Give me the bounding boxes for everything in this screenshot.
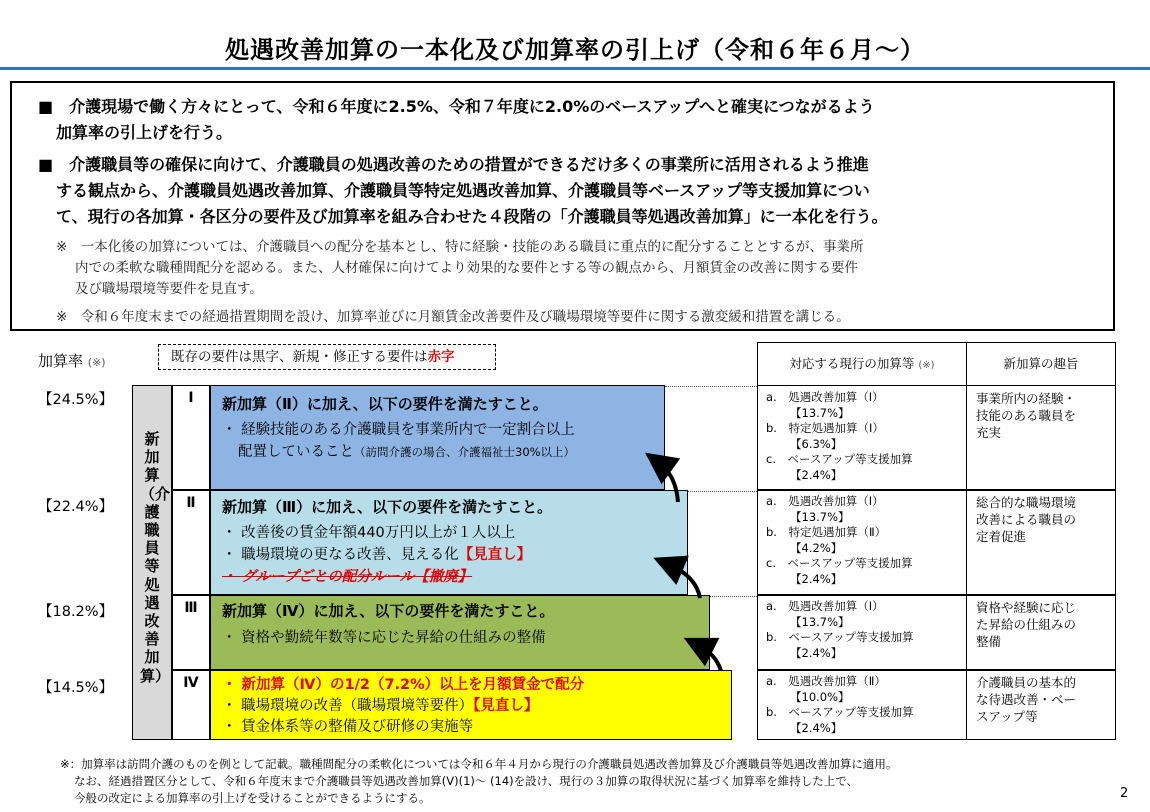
- header-aim-cell: [966, 342, 1116, 386]
- page-title: 処遇改善加算の一本化及び加算率の引上げ（令和６年６月～）: [225, 36, 925, 64]
- rate-label: [38, 350, 106, 371]
- summary-note-1-line-3: 及び職場環境等要件を見直す。: [75, 281, 263, 297]
- current-level-3-line: b. ベースアップ等支援加算: [766, 630, 914, 644]
- level-2-item-2-text: ・ 職場環境の更なる改善、見える化: [222, 547, 459, 563]
- roman-level-3-text: Ⅲ: [184, 600, 198, 616]
- roman-level-2-text: Ⅱ: [186, 495, 196, 511]
- aim-level-4-line: 介護職員の基本的: [976, 675, 1077, 690]
- side-label: 新加算（介護職員等処遇改善加算）: [140, 430, 171, 685]
- aim-level-2-line: 総合的な職場環境: [976, 495, 1077, 510]
- current-level-4-line: b. ベースアップ等支援加算: [766, 705, 914, 719]
- level-1-heading: 新加算（Ⅱ）に加え、以下の要件を満たすこと。: [222, 395, 548, 413]
- summary-bullet-2-line-3: て、現行の各加算・各区分の要件及び加算率を組み合わせた４段階の「介護職員等処遇改善加算」に一本化を行う。: [56, 207, 888, 226]
- header-aim: 新加算の趣旨: [1003, 356, 1079, 371]
- level-2-heading: 新加算（Ⅲ）に加え、以下の要件を満たすこと。: [222, 498, 553, 516]
- current-level-2-line: 【13.7%】: [790, 509, 850, 524]
- roman-level-1-text: Ⅰ: [188, 390, 194, 406]
- current-level-3-line: 【13.7%】: [790, 614, 850, 629]
- summary-note-1-line-1: ※ 一本化後の加算については、介護職員への配分を基本とし、特に経験・技能のある職員に重点的に配分することとするが、事業所: [56, 239, 864, 255]
- header-current-cell: [757, 342, 967, 386]
- roman-level-3: [172, 595, 210, 670]
- legend-text: 既存の要件は黒字、新規・修正する要件は: [171, 349, 428, 365]
- level-3-item-1: ・ 資格や勤続年数等に応じた昇給の仕組みの整備: [222, 630, 546, 646]
- rate-label-text: 加算率: [38, 352, 84, 370]
- aim-level-2: [976, 494, 1076, 545]
- current-level-1-line: c. ベースアップ等支援加算: [766, 452, 913, 466]
- current-level-1-line: a. 処遇改善加算（Ⅰ）: [766, 390, 884, 404]
- aim-level-4-line: スアップ等: [976, 709, 1038, 724]
- aim-level-4-line: な待遇改善・ベー: [976, 692, 1077, 707]
- aim-level-2-line: 定着促進: [976, 529, 1027, 544]
- upgrade-arrows: [640, 450, 740, 670]
- current-level-4-line: 【2.4%】: [790, 720, 843, 735]
- level-2-item-2: [222, 544, 531, 566]
- level-4-item-3: ・ 賃金体系等の整備及び研修の実施等: [222, 719, 474, 735]
- current-level-4: [766, 674, 914, 736]
- level-3-heading: 新加算（Ⅳ）に加え、以下の要件を満たすこと。: [222, 602, 555, 620]
- current-level-2-line: 【4.2%】: [790, 540, 843, 555]
- aim-level-1-line: 充実: [976, 425, 1002, 440]
- current-level-2-line: b. 特定処遇加算（Ⅱ）: [766, 525, 887, 539]
- aim-level-1-line: 事業所内の経験・: [976, 391, 1077, 406]
- current-level-3: [766, 599, 914, 661]
- arrow-level-3-to-2: [668, 564, 700, 598]
- aim-level-2-line: 改善による職員の: [976, 512, 1077, 527]
- header-current-note: (※): [918, 360, 935, 371]
- roman-level-4: [172, 670, 210, 740]
- footnote-line-1: ※：加算率は訪問介護のものを例として記載。職種間配分の柔軟化については令和６年４月から現行の介護職員処遇改善加算及び介護職員等処遇改善加算に適用。: [60, 757, 898, 771]
- current-level-4-line: 【10.0%】: [790, 689, 850, 704]
- roman-level-2: [172, 490, 210, 595]
- roman-level-1: [172, 385, 210, 490]
- aim-level-3: [976, 599, 1076, 650]
- current-level-1-line: b. 特定処遇加算（Ⅰ）: [766, 421, 884, 435]
- current-level-1-line: 【6.3%】: [790, 436, 843, 451]
- aim-level-1: [976, 390, 1076, 441]
- aim-level-4: [976, 674, 1076, 725]
- summary-note-2: ※ 令和６年度末までの経過措置期間を設け、加算率並びに月額賃金改善要件及び職場環境等要件に関する激変緩和措置を講じる。: [56, 309, 850, 325]
- footnote-line-3: 今般の改定による加算率の引上げを受けることができるようにする。: [74, 791, 431, 805]
- summary-note-1-line-2: 内での柔軟な職種間配分を認める。また、人材確保に向けてより効果的な要件とする等の観点から、月額賃金の改善に関する要件: [75, 260, 858, 276]
- arrow-level-4-to-3: [698, 645, 722, 670]
- level-1-item-2-text: 配置していること: [238, 444, 354, 460]
- footnote: [60, 756, 897, 807]
- roman-level-4-text: Ⅳ: [183, 675, 199, 691]
- summary-bullet-1-line-1: ■ 介護現場で働く方々にとって、令和６年度に2.5%、令和７年度に2.0%のベースアップへと確実につながるよう: [38, 97, 875, 116]
- current-level-1-line: 【13.7%】: [790, 405, 850, 420]
- footnote-line-2: なお、経過措置区分として、令和６年度末まで介護職員等処遇改善加算(Ⅴ)(1)～ (14)を設け、現行の３加算の取得状況に基づく加算率を維持した上で、: [74, 774, 858, 788]
- level-4-item-1: ・ 新加算（Ⅳ）の1/2（7.2%）以上を月額賃金で配分: [222, 677, 585, 693]
- dotted-connector-1: [665, 386, 757, 387]
- header-current: 対応する現行の加算等: [789, 356, 915, 371]
- arrow-level-2-to-1: [658, 462, 678, 502]
- aim-level-3-line: た昇給の仕組みの: [976, 617, 1077, 632]
- current-level-3-line: 【2.4%】: [790, 645, 843, 660]
- current-level-1-line: 【2.4%】: [790, 467, 843, 482]
- current-level-2-line: 【2.4%】: [790, 571, 843, 586]
- current-level-3-line: a. 処遇改善加算（Ⅰ）: [766, 599, 884, 613]
- legend-red-text: 赤字: [427, 349, 455, 365]
- summary-bullet-1-line-2: 加算率の引上げを行う。: [56, 123, 233, 142]
- rate-level-4: 【14.5%】: [38, 680, 114, 696]
- aim-level-3-line: 資格や経験に応じ: [976, 600, 1077, 615]
- aim-level-3-line: 整備: [976, 634, 1002, 649]
- level-1-item-2: [238, 441, 575, 463]
- title-divider: [0, 67, 1150, 70]
- level-1-item-1: ・ 経験技能のある介護職員を事業所内で一定割合以上: [222, 422, 575, 438]
- level-2-item-2-red: 【見直し】: [458, 547, 532, 563]
- legend-box: [158, 344, 496, 370]
- current-level-2-line: c. ベースアップ等支援加算: [766, 556, 913, 570]
- level-4-item-2: [222, 695, 538, 717]
- rate-level-1: 【24.5%】: [38, 392, 114, 408]
- summary-bullet-2-line-2: する観点から、介護職員処遇改善加算、介護職員等特定処遇改善加算、介護職員等ベースアップ等支援加算につい: [56, 181, 870, 200]
- level-2-item-1: ・ 改善後の賃金年額440万円以上が１人以上: [222, 525, 516, 541]
- summary-bullet-2-line-1: ■ 介護職員等の確保に向けて、介護職員の処遇改善のための措置ができるだけ多くの事業所に活用されるよう推進: [38, 155, 869, 174]
- level-4-item-2-text: ・ 職場環境の改善（職場環境等要件）: [222, 698, 474, 714]
- page-number: 2: [1120, 786, 1129, 801]
- rate-level-2: 【22.4%】: [38, 499, 114, 515]
- current-level-1: [766, 390, 913, 483]
- rate-label-note: (※): [87, 356, 106, 369]
- level-2-item-3-removed: ・ グループごとの配分ルール【撤廃】: [222, 569, 473, 585]
- rate-level-3: 【18.2%】: [38, 604, 114, 620]
- current-level-2: [766, 494, 913, 587]
- current-level-4-line: a. 処遇改善加算（Ⅱ）: [766, 674, 886, 688]
- level-1-item-2-note: （訪問介護の場合、介護福祉士30%以上）: [354, 445, 576, 459]
- aim-level-1-line: 技能のある職員を: [976, 408, 1077, 423]
- current-level-2-line: a. 処遇改善加算（Ⅰ）: [766, 494, 884, 508]
- level-4-item-2-red: 【見直し】: [473, 698, 539, 714]
